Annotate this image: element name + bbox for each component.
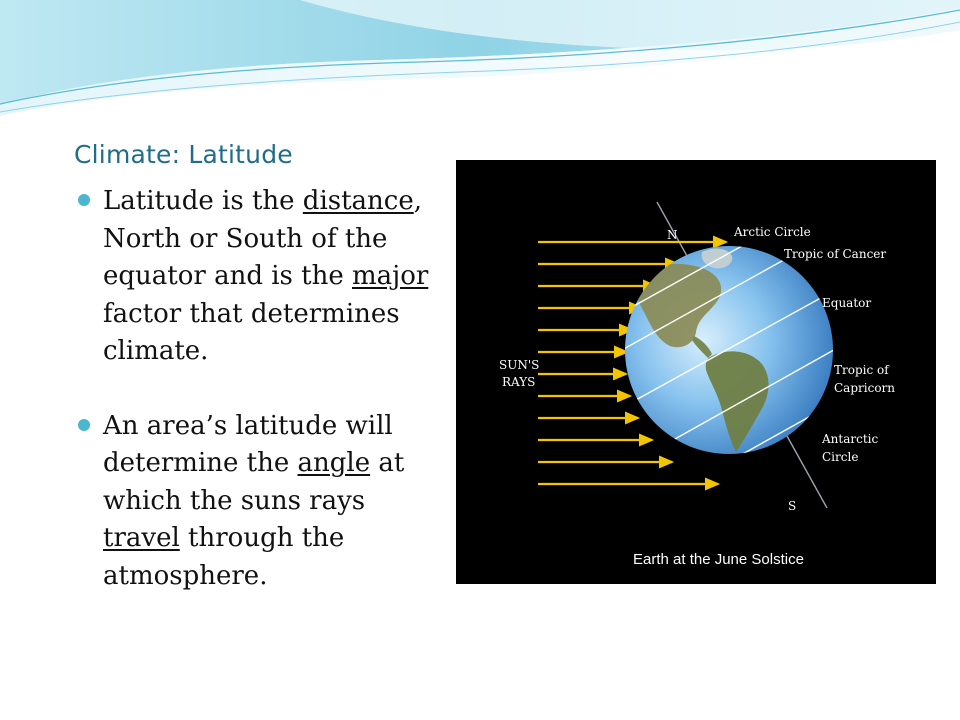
diagram-canvas	[456, 160, 936, 584]
suns-rays-label-line2: RAYS	[502, 375, 536, 389]
diagram-caption: Earth at the June Solstice	[633, 551, 804, 568]
key-term-distance: distance	[302, 186, 414, 216]
bullet-list	[76, 183, 448, 595]
slide-title: Climate: Latitude	[74, 140, 293, 169]
south-pole-label: S	[788, 499, 797, 513]
june-solstice-diagram	[456, 160, 936, 584]
key-term-travel: travel	[103, 523, 180, 553]
bullet-latitude-definition	[76, 183, 448, 371]
arctic-circle-label: Arctic Circle	[734, 225, 811, 239]
tropic-of-capricorn-label-line2: Capricorn	[834, 381, 896, 395]
bullet-text: at which the suns rays	[103, 448, 405, 516]
key-term-angle: angle	[297, 448, 371, 478]
bullet-dot-icon	[78, 194, 90, 206]
bullet-text: , North or South of the equator and is the	[103, 186, 423, 291]
bullet-text: An area’s latitude will determine the	[103, 410, 393, 478]
suns-rays-label-line1: SUN'S	[499, 358, 540, 372]
antarctic-circle-label-line1: Antarctic	[822, 432, 879, 446]
north-pole-label: N	[667, 228, 678, 242]
bullet-sun-angle	[76, 408, 448, 596]
tropic-of-cancer-label: Tropic of Cancer	[784, 247, 887, 261]
equator-label: Equator	[822, 296, 872, 310]
key-term-major: major	[352, 261, 429, 291]
header-wave-decoration	[0, 0, 960, 120]
tropic-of-capricorn-label-line1: Tropic of	[834, 363, 889, 377]
antarctic-circle-label-line2: Circle	[822, 450, 859, 464]
bullet-text: through the atmosphere.	[103, 523, 345, 591]
bullet-dot-icon	[78, 419, 90, 431]
bullet-text: Latitude is the	[103, 186, 303, 216]
bullet-text: factor that determines climate.	[103, 298, 400, 366]
